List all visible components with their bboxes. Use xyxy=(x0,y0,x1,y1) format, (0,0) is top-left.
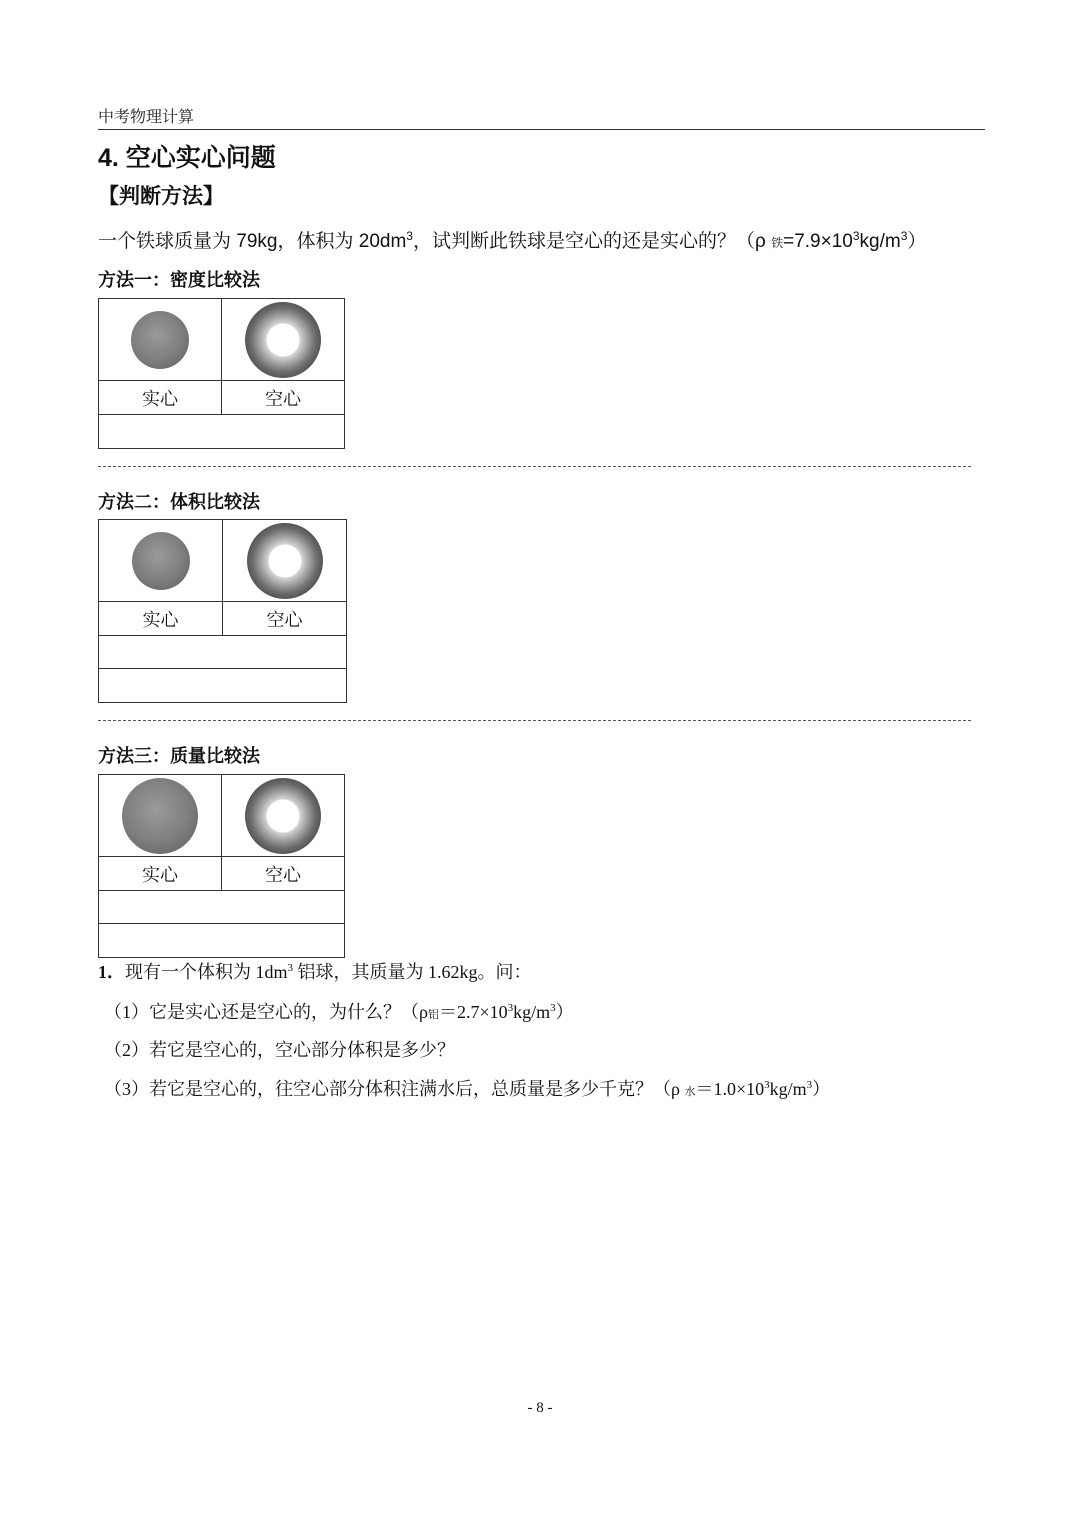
method-2-table xyxy=(98,519,347,703)
hollow-cell xyxy=(221,299,344,380)
running-header: 中考物理计算 xyxy=(98,109,195,126)
method-2-title: 方法二：体积比较法 xyxy=(98,492,260,512)
hollow-label: 空心 xyxy=(221,381,344,414)
answer-row xyxy=(99,415,344,448)
hollow-ball-icon xyxy=(247,523,323,599)
label-row xyxy=(99,381,344,415)
solid-label: 实心 xyxy=(142,864,178,885)
answer-row xyxy=(99,891,344,924)
answer-row xyxy=(99,669,346,702)
solid-label: 实心 xyxy=(142,609,179,630)
solid-ball-icon xyxy=(132,532,190,590)
method-1-table xyxy=(98,298,345,449)
method-1-title: 方法一：密度比较法 xyxy=(98,270,260,290)
image-row xyxy=(99,520,346,602)
problem-statement: 一个铁球质量为 79kg，体积为 $20dm^3$，试判断此铁球是空心的还是实心的？（ρ 铁$=7.9\times 10^3kg/m^3$） xyxy=(98,229,927,252)
hollow-label: 空心 xyxy=(221,857,344,890)
solid-label: 实心 xyxy=(142,388,178,409)
header-rule xyxy=(98,129,985,130)
image-row xyxy=(99,775,344,857)
answer-row xyxy=(99,636,346,669)
exercise-question-2: （2）若它是空心的，空心部分体积是多少？ xyxy=(104,1040,455,1060)
method-3-table xyxy=(98,774,345,958)
solid-cell xyxy=(99,520,222,601)
hollow-label: 空心 xyxy=(222,602,346,635)
dashed-divider xyxy=(98,720,971,721)
exercise-question-3: （3）若它是空心的，往空心部分体积注满水后，总质量是多少千克？（ρ 水$=1.0\times 10^3kg/m^3$） xyxy=(104,1079,831,1099)
solid-cell xyxy=(99,775,221,856)
solid-cell xyxy=(99,299,221,380)
hollow-ball-icon xyxy=(245,778,321,854)
dashed-divider xyxy=(98,466,971,467)
hollow-cell xyxy=(222,520,346,601)
page-number: - 8 - xyxy=(527,1400,553,1416)
exercise-intro: 1．现有一个体积为 $1dm^3$ 铝球，其质量为 1.62kg。问： xyxy=(98,962,532,982)
image-row xyxy=(99,299,344,381)
section-subtitle: 【判断方法】 xyxy=(98,185,224,208)
solid-ball-icon xyxy=(131,311,189,369)
hollow-cell xyxy=(221,775,344,856)
hollow-ball-icon xyxy=(245,302,321,378)
solid-ball-icon xyxy=(122,778,198,854)
answer-row xyxy=(99,924,344,957)
exercise-question-1: （1）它是实心还是空心的，为什么？（ρ铝$=2.7\times 10^3kg/m^3$） xyxy=(104,1002,574,1022)
method-3-title: 方法三：质量比较法 xyxy=(98,746,260,766)
section-title: 4. 空心实心问题 xyxy=(98,144,276,172)
label-row xyxy=(99,602,346,636)
label-row xyxy=(99,857,344,891)
